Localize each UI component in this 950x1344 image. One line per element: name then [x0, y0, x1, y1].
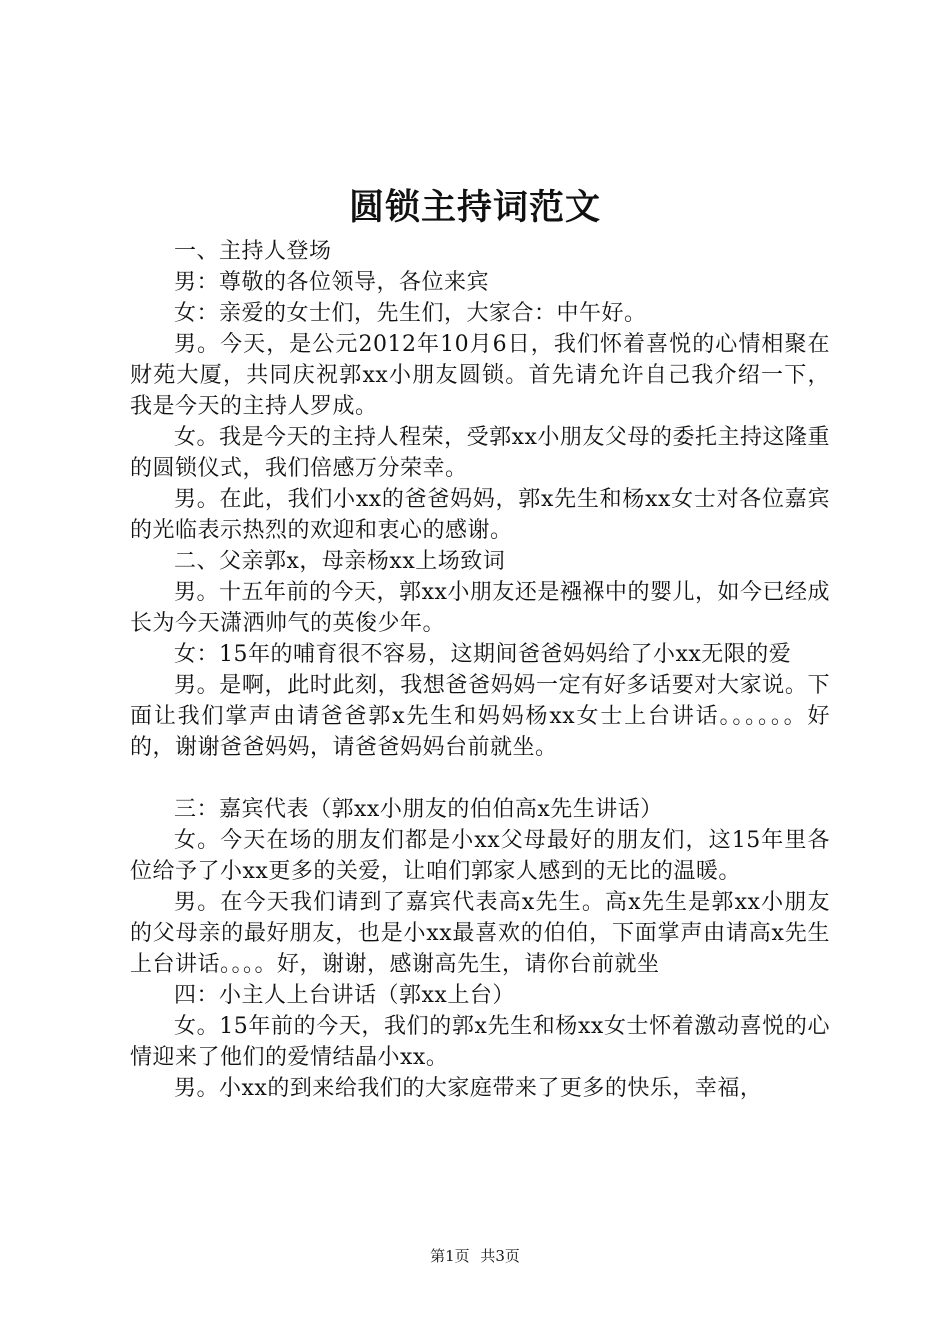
document-body: [130, 236, 830, 1104]
dialogue-paragraph: 男。在此，我们小xx的爸爸妈妈，郭x先生和杨xx女士对各位嘉宾的光临表示热烈的欢迎和衷心的感谢。: [130, 487, 830, 543]
dialogue-paragraph: 男。是啊，此时此刻，我想爸爸妈妈一定有好多话要对大家说。下面让我们掌声由请爸爸郭x先生和妈妈杨xx女士上台讲话。。。。。。好的，谢谢爸爸妈妈，请爸爸妈妈台前就坐。: [130, 673, 830, 760]
dialogue-paragraph: 男。在今天我们请到了嘉宾代表高x先生。高x先生是郭xx小朋友的父母亲的最好朋友，也是小xx最喜欢的伯伯，下面掌声由请高x先生上台讲话。。。。好，谢谢，感谢高先生，请你台前就坐: [130, 890, 830, 977]
dialogue-paragraph: 男。今天，是公元2012年10月6日，我们怀着喜悦的心情相聚在财苑大厦，共同庆祝郭xx小朋友圆锁。首先请允许自己我介绍一下，我是今天的主持人罗成。: [130, 332, 830, 419]
dialogue-paragraph: 女。今天在场的朋友们都是小xx父母最好的朋友们，这15年里各位给予了小xx更多的关爱，让咱们郭家人感到的无比的温暖。: [130, 828, 830, 884]
document-title: 圆锁主持词范文: [348, 187, 601, 228]
section-heading: 二、父亲郭x，母亲杨xx上场致词: [174, 549, 506, 574]
dialogue-paragraph: 女。我是今天的主持人程荣，受郭xx小朋友父母的委托主持这隆重的圆锁仪式，我们倍感万分荣幸。: [130, 425, 830, 481]
dialogue-paragraph: 男。小xx的到来给我们的大家庭带来了更多的快乐，幸福，: [174, 1076, 763, 1101]
dialogue-paragraph: 男。十五年前的今天，郭xx小朋友还是襁褓中的婴儿，如今已经成长为今天潇洒帅气的英俊少年。: [130, 580, 830, 636]
page-footer: [0, 1246, 950, 1266]
dialogue-paragraph: 女：亲爱的女士们，先生们，大家合：中午好。: [174, 301, 647, 326]
section-heading: 三：嘉宾代表（郭xx小朋友的伯伯高x先生讲话）: [174, 797, 663, 822]
page-total: 共3页: [480, 1247, 520, 1265]
page-number: 第1页: [430, 1247, 470, 1265]
dialogue-paragraph: 女：15年的哺育很不容易，这期间爸爸妈妈给了小xx无限的爱: [174, 642, 792, 667]
section-heading: 四：小主人上台讲话（郭xx上台）: [174, 983, 515, 1008]
section-heading: 一、主持人登场: [174, 239, 332, 264]
dialogue-paragraph: 女。15年前的今天，我们的郭x先生和杨xx女士怀着激动喜悦的心情迎来了他们的爱情结晶小xx。: [130, 1014, 830, 1070]
dialogue-paragraph: 男：尊敬的各位领导，各位来宾: [174, 270, 490, 295]
